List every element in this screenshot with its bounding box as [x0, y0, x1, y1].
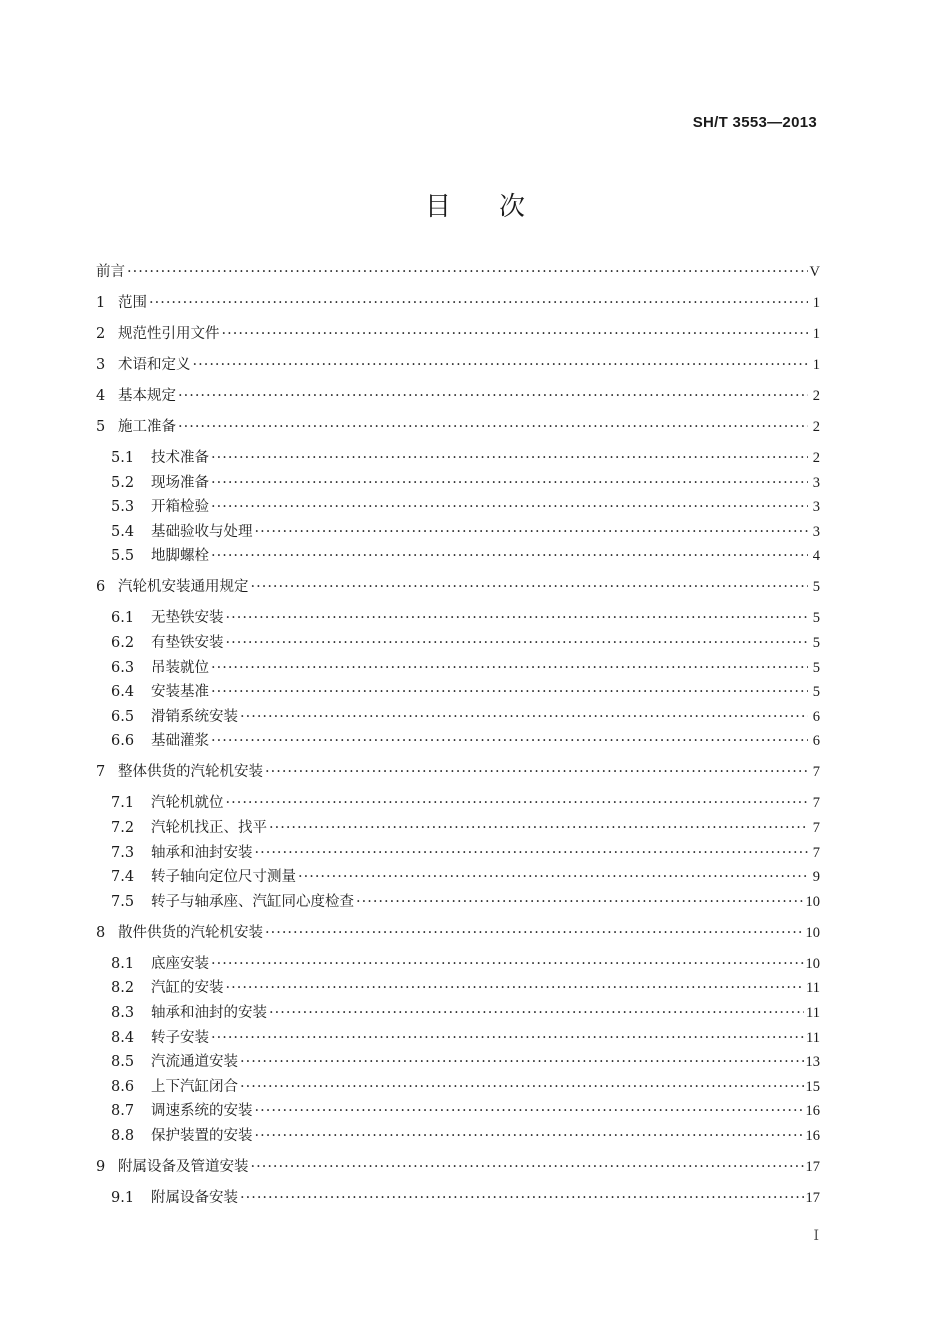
toc-entry-page: 15 [805, 1078, 820, 1095]
dot-leader [211, 660, 808, 676]
dot-leader [240, 709, 808, 725]
toc-entry-label: 范围 [118, 295, 147, 311]
dot-leader [211, 1030, 804, 1046]
toc-entry-page: 11 [806, 1005, 820, 1021]
toc-entry-number: 7.5 [111, 893, 135, 910]
dot-leader [149, 295, 808, 311]
dot-leader [255, 845, 809, 861]
dot-leader [222, 326, 809, 342]
toc-entry-page: 5 [812, 610, 820, 627]
dot-leader [127, 264, 808, 280]
toc-entry-page: 9 [812, 869, 820, 886]
toc-entry[interactable] [96, 322, 820, 342]
toc-entry-page: V [809, 264, 820, 280]
dot-leader [265, 764, 808, 780]
toc-entry-number: 6.4 [111, 684, 135, 701]
toc-entry[interactable] [111, 1001, 820, 1021]
dot-leader [211, 548, 808, 564]
dot-leader [240, 1190, 804, 1206]
toc-entry-page: 16 [805, 1103, 820, 1120]
toc-entry-page: 1 [812, 326, 820, 342]
toc-entry-label: 滑销系统安装 [151, 708, 238, 725]
toc-entry-number: 8.1 [111, 955, 135, 972]
toc-entry-label: 基础灌浆 [151, 733, 209, 750]
toc-entry-label: 转子与轴承座、汽缸同心度检查 [151, 893, 354, 910]
toc-entry-label: 施工准备 [118, 419, 176, 435]
toc-entry-number: 8.6 [111, 1078, 135, 1095]
dot-leader [211, 733, 808, 749]
toc-entry-number: 6 [96, 579, 106, 596]
toc-entry[interactable] [111, 446, 820, 466]
toc-entry-label: 汽轮机就位 [151, 795, 224, 812]
toc-entry[interactable] [111, 1075, 820, 1095]
toc-entry-number: 8.2 [111, 980, 135, 997]
dot-leader [255, 1128, 804, 1144]
toc-entry-page: 10 [805, 955, 820, 972]
toc-entry-page: 13 [805, 1054, 820, 1071]
dot-leader [269, 820, 808, 836]
toc-entry-number: 6.6 [111, 733, 135, 750]
toc-entry[interactable] [111, 705, 820, 725]
dot-leader [193, 357, 809, 373]
toc-entry-page: 11 [806, 980, 820, 997]
toc-entry-number: 6.5 [111, 708, 135, 725]
toc-entry-page: 7 [812, 795, 820, 812]
dot-leader [251, 1159, 804, 1175]
dot-leader [211, 499, 808, 515]
dot-leader [255, 1103, 804, 1119]
toc-entry-number: 3 [96, 357, 106, 373]
dot-leader [255, 524, 809, 540]
toc-entry-label: 底座安装 [151, 955, 209, 972]
toc-entry-label: 基础验收与处理 [151, 523, 253, 540]
toc-entry-page: 2 [812, 419, 820, 435]
dot-leader [211, 956, 804, 972]
toc-entry-label: 附属设备安装 [151, 1190, 238, 1206]
toc-entry[interactable] [96, 760, 820, 780]
toc-entry-page: 5 [812, 635, 820, 651]
dot-leader [226, 610, 809, 626]
toc-entry-number: 7.3 [111, 844, 135, 861]
toc-entry[interactable] [96, 260, 820, 280]
toc-entry[interactable] [96, 415, 820, 435]
toc-entry-number: 5.4 [111, 523, 135, 540]
toc-entry-number: 6.2 [111, 635, 135, 651]
page-number: I [813, 1228, 819, 1244]
toc-entry[interactable] [111, 841, 820, 861]
dot-leader [211, 684, 808, 700]
dot-leader [265, 925, 804, 941]
toc-entry-page: 5 [812, 659, 820, 676]
toc-entry-label: 无垫铁安装 [151, 610, 224, 627]
toc-entry[interactable] [111, 520, 820, 540]
toc-entry-label: 上下汽缸闭合 [151, 1078, 238, 1095]
toc-entry-number: 8.4 [111, 1029, 135, 1046]
toc-entry-page: 2 [812, 450, 820, 466]
toc-entry-number: 8 [96, 924, 106, 941]
toc-entry-page: 6 [812, 733, 820, 750]
toc-entry-page: 3 [812, 474, 820, 491]
dot-leader [240, 1079, 804, 1095]
toc-entry-number: 8.7 [111, 1103, 135, 1120]
toc-entry-label: 术语和定义 [118, 357, 191, 373]
toc-entry[interactable] [111, 1186, 820, 1206]
toc-entry-label: 汽流通道安装 [151, 1054, 238, 1071]
toc-entry-page: 6 [812, 708, 820, 725]
toc-entry[interactable] [111, 729, 820, 749]
toc-entry-number: 7.4 [111, 869, 135, 886]
toc-entry-label: 转子轴向定位尺寸测量 [151, 869, 296, 886]
toc-entry-number: 2 [96, 326, 106, 342]
toc-entry-number: 7.1 [111, 795, 135, 812]
toc-entry-page: 17 [805, 1190, 820, 1206]
page-title: 目次 [424, 192, 573, 222]
toc-entry-number: 5.1 [111, 450, 135, 466]
toc-entry-number: 7.2 [111, 820, 135, 836]
dot-leader [178, 388, 808, 404]
toc-entry-label: 整体供货的汽轮机安装 [118, 764, 263, 781]
toc-entry-label: 散件供货的汽轮机安装 [118, 924, 263, 941]
toc-entry-number: 5.3 [111, 499, 135, 516]
toc-entry[interactable] [111, 865, 820, 885]
toc-entry[interactable] [96, 384, 820, 404]
toc-entry-page: 3 [812, 499, 820, 516]
toc-entry-page: 3 [812, 523, 820, 540]
toc-entry-page: 1 [812, 295, 820, 311]
toc-entry[interactable] [111, 1026, 820, 1046]
toc-entry-label: 基本规定 [118, 388, 176, 404]
dot-leader [269, 1005, 804, 1021]
toc-entry[interactable] [111, 631, 820, 651]
toc-entry-number: 9 [96, 1159, 106, 1175]
toc-entry-label: 有垫铁安装 [151, 635, 224, 651]
dot-leader [211, 450, 808, 466]
toc-entry-page: 16 [805, 1128, 820, 1144]
toc-entry-label: 规范性引用文件 [118, 326, 220, 342]
toc-entry[interactable] [111, 816, 820, 836]
toc-entry-label: 吊装就位 [151, 659, 209, 676]
toc-entry-page: 7 [812, 844, 820, 861]
toc-entry-label: 保护装置的安装 [151, 1128, 253, 1144]
toc-entry[interactable] [111, 1099, 820, 1119]
toc-entry-number: 6.1 [111, 610, 135, 627]
toc-entry-label: 地脚螺栓 [151, 548, 209, 565]
dot-leader [226, 980, 805, 996]
toc-entry-number: 6.3 [111, 659, 135, 676]
dot-leader [240, 1054, 804, 1070]
toc-entry-label: 开箱检验 [151, 499, 209, 516]
toc-entry[interactable] [111, 952, 820, 972]
toc-entry-label: 转子安装 [151, 1029, 209, 1046]
toc-entry-page: 5 [812, 579, 820, 596]
toc-entry-page: 10 [805, 924, 820, 941]
toc-entry-number: 9.1 [111, 1190, 135, 1206]
toc-entry[interactable] [111, 471, 820, 491]
toc-entry-label: 技术准备 [151, 450, 209, 466]
toc-entry[interactable] [111, 495, 820, 515]
toc-entry-number: 5.2 [111, 474, 135, 491]
dot-leader [298, 869, 808, 885]
standard-code: SH/T 3553—2013 [692, 114, 817, 131]
toc-entry-number: 8.5 [111, 1054, 135, 1071]
toc-entry-number: 4 [96, 388, 106, 404]
toc-entry[interactable] [111, 1050, 820, 1070]
toc-entry-number: 8.8 [111, 1128, 135, 1144]
toc-entry-label: 轴承和油封的安装 [151, 1005, 267, 1021]
toc-entry-page: 11 [806, 1029, 820, 1046]
toc-entry-label: 调速系统的安装 [151, 1103, 253, 1120]
toc-entry-number: 5.5 [111, 548, 135, 565]
toc-entry-page: 2 [812, 388, 820, 404]
toc-entry-label: 汽轮机找正、找平 [151, 820, 267, 836]
toc-entry[interactable] [111, 976, 820, 996]
toc-entry[interactable] [111, 680, 820, 700]
toc-entry[interactable] [111, 544, 820, 564]
toc-entry[interactable] [111, 890, 820, 910]
toc-entry-page: 4 [812, 548, 820, 565]
toc-entry[interactable] [96, 291, 820, 311]
toc-entry[interactable] [96, 353, 820, 373]
toc-entry[interactable] [96, 575, 820, 595]
dot-leader [226, 795, 809, 811]
toc-entry-label: 汽缸的安装 [151, 980, 224, 997]
toc-entry-page: 7 [812, 820, 820, 836]
toc-entry[interactable] [96, 921, 820, 941]
toc-entry-label: 附属设备及管道安装 [118, 1159, 249, 1175]
toc-entry-number: 7 [96, 764, 106, 781]
toc-entry-page: 10 [805, 893, 820, 910]
toc-entry-page: 7 [812, 764, 820, 781]
toc-entry[interactable] [96, 1155, 820, 1175]
toc-entry[interactable] [111, 791, 820, 811]
toc-entry-label: 安装基准 [151, 684, 209, 701]
dot-leader [226, 635, 809, 651]
toc-entry-number: 5 [96, 419, 106, 435]
toc-entry[interactable] [111, 1124, 820, 1144]
toc-entry-page: 1 [812, 357, 820, 373]
toc-entry-label: 轴承和油封安装 [151, 844, 253, 861]
toc-entry[interactable] [111, 656, 820, 676]
toc-entry-number: 1 [96, 295, 106, 311]
toc-entry-label: 现场准备 [151, 474, 209, 491]
toc-entry-page: 17 [805, 1159, 820, 1175]
dot-leader [356, 894, 804, 910]
dot-leader [178, 419, 808, 435]
toc-entry[interactable] [111, 606, 820, 626]
toc-entry-page: 5 [812, 684, 820, 701]
toc-entry-label: 前言 [96, 264, 125, 280]
toc-entry-label: 汽轮机安装通用规定 [118, 579, 249, 596]
dot-leader [251, 579, 809, 595]
toc-entry-number: 8.3 [111, 1005, 135, 1021]
dot-leader [211, 475, 808, 491]
